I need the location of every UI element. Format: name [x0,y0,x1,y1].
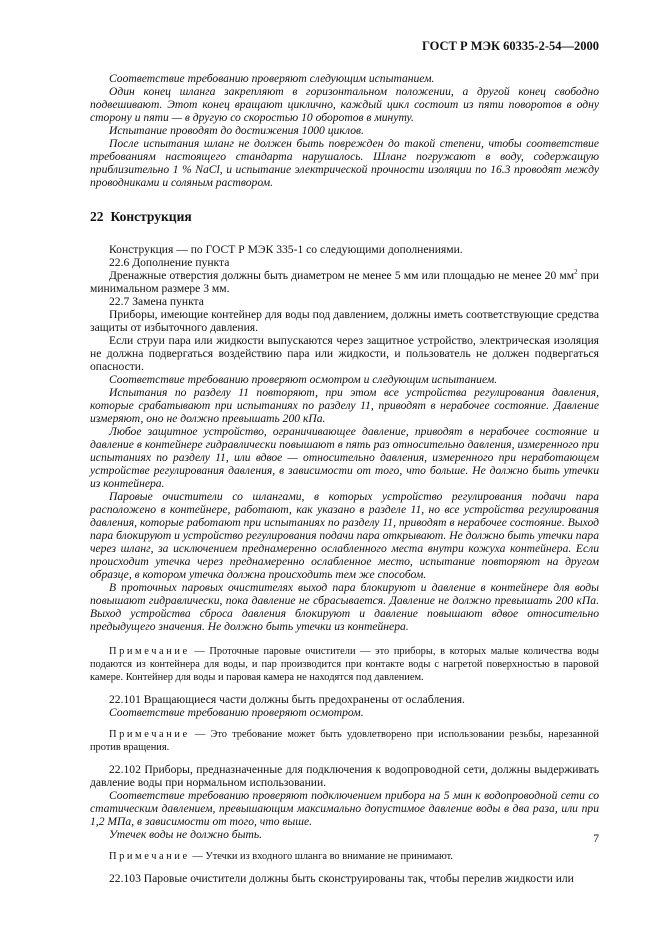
paragraph [90,269,599,295]
note-label: Примечание [109,729,190,740]
paragraph: Соответствие требованию проверяют следующим испытанием. [109,72,435,85]
paragraph: После испытания шланг не должен быть поврежден до такой степени, чтобы соответствие требованиям настоящего стандарта нарушалось. Шланг погружают в воду, содержащую приблизительно 1 % NaCl, и испытание электрической прочности изоляции по 16.3 проводят между проводниками и соляным раствором. [90,137,599,189]
note-label: Примечание [109,851,190,862]
paragraph: Приборы, имеющие контейнер для воды под давлением, должны иметь соответствующие средства защиты от избыточного давления. [90,308,599,334]
clause: 22.103 Паровые очистители должны быть сконструированы так, чтобы перелив жидкости или [109,872,574,885]
paragraph: Соответствие требованию проверяют осмотром и следующим испытанием. [109,373,498,386]
paragraph: Один конец шланга закрепляют в горизонтальном положении, а другой конец свободно подвешивают. Этот конец вращают циклично, каждый цикл состоит из пяти поворотов в одну сторону и пяти — в другую со скоростью 10 оборотов в минуту. [90,85,599,124]
note-text: — Утечки из входного шланга во внимание не принимают. [189,851,453,862]
text: при минимальном размере 3 мм. [90,269,600,295]
clause: 22.102 Приборы, предназначенные для подключения к водопроводной сети, должны выдерживать давление воды при нормальном использовании. [90,763,599,789]
clause-heading: 22.6 Дополнение пункта [109,256,230,269]
paragraph: Утечек воды не должно быть. [109,828,262,841]
clause: 22.101 Вращающиеся части должны быть предохранены от ослабления. [109,693,465,706]
paragraph: Конструкция — по ГОСТ Р МЭК 335-1 со следующими дополнениями. [109,243,463,256]
paragraph: Если струи пара или жидкости выпускаются через защитное устройство, электрическая изоляция не должна подвергаться воздействию пара или жидкости, и пользователь не должен подвергаться опасности. [90,334,599,373]
paragraph: Любое защитное устройство, ограничивающее давление, приводят в нерабочее состояние и давление в контейнере гидравлически повышают в пять раз относительно давления, измеренного при испытаниях по разделу 11, или вдвое — относительно давления, измеренного при неработающем устройстве регулирования давления, в зависимости от того, что больше. Не должно быть утечки из контейнера. [90,425,599,490]
note-label: Примечание [109,646,190,657]
page-number: 7 [593,832,599,845]
note-text: — Это требование может быть удовлетворено при использовании резьбы, нарезанной против вращения. [90,729,599,753]
paragraph: Соответствие требованию проверяют осмотром. [109,706,364,719]
section-heading [90,209,599,225]
superscript: 2 [574,268,578,277]
text: Дренажные отверстия должны быть диаметром не менее 5 мм или площадью не менее 20 мм [109,269,575,282]
section-number: 22 [90,209,104,224]
paragraph: Соответствие требованию проверяют подключением прибора на 5 мин к водопроводной сети со статическим давлением, превышающим максимально допустимое давление воды в два раза, или при 1,2 МПа, в зависимости от того, что выше. [90,789,599,828]
paragraph: Испытания по разделу 11 повторяют, при этом все устройства регулирования давления, которые срабатывают при испытаниях по разделу 11, приводят в нерабочее состояние. Давление измеряют, оно не должно превышать 200 кПа. [90,386,599,425]
clause-heading: 22.7 Замена пункта [109,295,204,308]
note [90,850,599,863]
paragraph: Испытание проводят до достижения 1000 циклов. [109,124,364,137]
note-text: — Проточные паровые очистители — это приборы, в которых малые количества воды подаются из контейнера для воды, и пар производится при контакте воды с нагретой поверхностью в паровой камере. Контейнер для воды и паровая камера не находятся под давлением. [90,646,599,683]
paragraph: В проточных паровых очистителях выход пара блокируют и давление в контейнере для воды повышают гидравлически, пока давление не сбрасывается. Давление не должно превышать 200 кПа. Выход устройства сброса давления блокируют и давление повышают вдвое относительно предыдущего значения. Не должно быть утечки из контейнера. [90,581,599,633]
section-title: Конструкция [110,209,192,224]
document-header: ГОСТ Р МЭК 60335-2-54—2000 [421,39,599,53]
note [90,645,599,684]
note [90,728,599,754]
page-body [90,72,599,885]
paragraph: Паровые очистители со шлангами, в которых устройство регулирования подачи пара расположено в контейнере, работают, как указано в разделе 11, но все устройства регулирования давления, которые работают при испытаниях по разделу 11, приводят в нерабочее состояние. Выход пара блокируют и устройство регулирования подачи пара открывают. Не должно быть утечки пара через шланг, за исключением преднамеренно ослабленного места внутри кожуха контейнера. Если происходит утечка через преднамеренно ослабленное место, испытание повторяют на другом образце, в котором утечка должна происходить тем же способом. [90,490,599,581]
